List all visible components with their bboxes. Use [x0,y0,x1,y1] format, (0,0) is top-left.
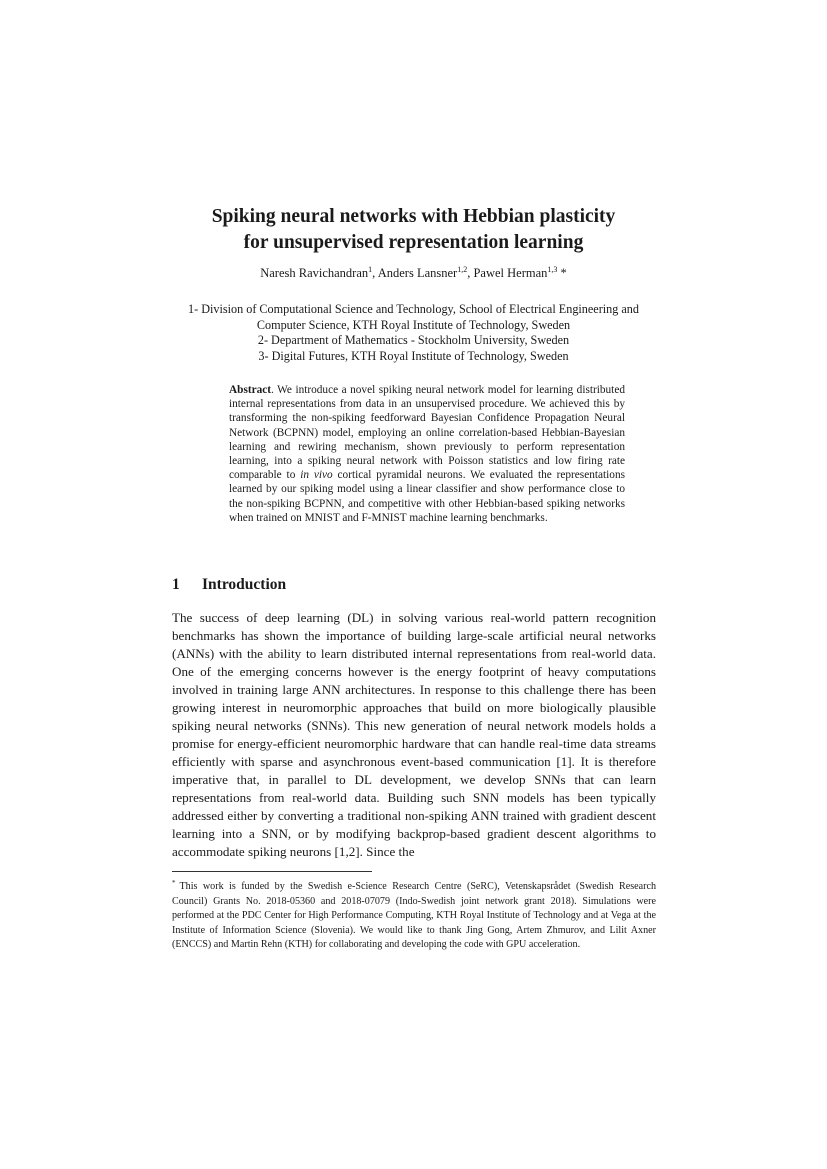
author-affiliation: 1 [368,264,373,274]
footnote-text: This work is funded by the Swedish e-Science Research Centre (SeRC), Vetenskapsrådet (Swedish Research Council) Grants No. 2018-05360 and 2018-07079 (Indo-Swedish joint network grant 2018). Simulations were performed at the PDC Center for High Performance Computing, KTH Royal Institute of Technology and at Vega at the Institute of Information Science (Slovenia). We would like to thank Jing Gong, Artem Zhmurov, and Lilit Axner (ENCCS) and Martin Rehn (KTH) for collaborating and developing the code with GPU acceleration. [172,881,656,950]
affiliations [140,302,687,364]
abstract-text-cont: cortical pyramidal neurons. We evaluated the representations learned by our spiking model using a linear classifier and show performance close to the non-spiking BCPNN, and competitive with other Hebbian-based spiking networks when trained on MNIST and F-MNIST machine learning benchmarks. [229,469,625,524]
author-footnote-marker: * [557,266,567,280]
author-separator: , [372,266,378,280]
author-separator: , [467,266,474,280]
affiliation-line: 2- Department of Mathematics - Stockholm University, Sweden [257,333,570,347]
author-affiliation: 1,3 [547,264,558,274]
title-line-2: for unsupervised representation learning [243,232,584,253]
title-line-1: Spiking neural networks with Hebbian plasticity [211,206,616,227]
affiliation-line: 1- Division of Computational Science and Technology, School of Electrical Engineering and [188,302,639,316]
abstract-text: . We introduce a novel spiking neural network model for learning distributed internal representations from data in an unsupervised procedure. We achieved this by transforming the non-spiking feedforward Bayesian Confidence Propagation Neural Network (BCPNN) model, employing an online correlation-based Hebbian-Bayesian learning and rewiring mechanism, shown previously to perform representation learning, into a spiking neural network with Poisson statistics and low firing rate comparable to [229,384,625,482]
author-name: Naresh Ravichandran [260,266,369,280]
author-name: Pawel Herman [473,266,548,280]
paper-title [140,204,687,256]
section-title: Introduction [202,576,287,593]
section-number: 1 [172,576,180,593]
footnote-marker: * [172,878,176,887]
abstract [229,383,625,525]
abstract-italic: in vivo [300,469,333,482]
footnote [172,880,656,953]
affiliation-line: 3- Digital Futures, KTH Royal Institute of Technology, Sweden [258,348,569,363]
author-list [140,265,687,281]
author-affiliation: 1,2 [457,264,468,274]
affiliation-line: Computer Science, KTH Royal Institute of Technology, Sweden [256,317,571,332]
intro-paragraph: The success of deep learning (DL) in solving various real-world pattern recognition benchmarks has shown the importance of building large-scale artificial neural networks (ANNs) with the ability to learn distributed internal representations from real-world data. One of the emerging concerns however is the energy footprint of heavy computations involved in training large ANN architectures. In response to this challenge there has been growing interest in neuromorphic approaches that build on more biologically plausible spiking neural networks (SNNs). This new generation of neural network models holds a promise for energy-efficient neuromorphic hardware that can handle real-time data streams efficiently with sparse and asynchronous event-based communication [1]. It is therefore imperative that, in parallel to DL development, we develop SNNs that can learn representations from real-world data. Building such SNN models has been typically addressed either by converting a traditional non-spiking ANN trained with gradient descent learning into a SNN, or by modifying backprop-based gradient descent algorithms to accommodate spiking neurons [1,2]. Since the [172,610,656,859]
author-name: Anders Lansner [377,266,458,280]
abstract-label: Abstract [229,384,272,396]
footnote-rule [172,871,372,872]
section-heading [172,575,286,595]
